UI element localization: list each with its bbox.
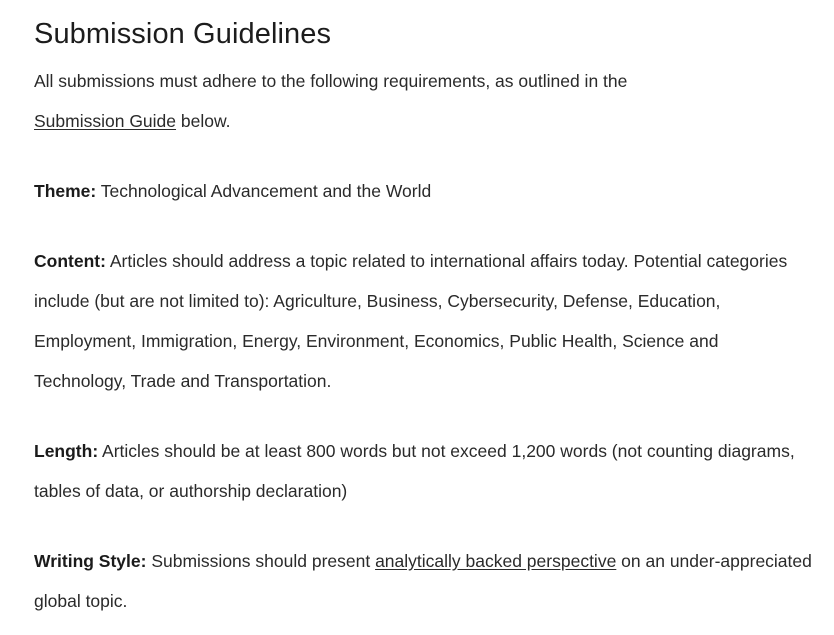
analytically-backed-perspective-link[interactable]: analytically backed perspective bbox=[375, 551, 617, 571]
length-text: Articles should be at least 800 words but not exceed 1,200 words (not counting diagrams, tables of data, or authorship declaration) bbox=[34, 441, 795, 501]
submission-guide-link[interactable]: Submission Guide bbox=[34, 111, 177, 131]
writing-style-text-end: on an under-appreciated global topic. bbox=[34, 551, 812, 611]
intro-paragraph bbox=[34, 61, 814, 141]
content-paragraph bbox=[34, 241, 814, 401]
intro-text: All submissions must adhere to the following requirements, as outlined in the bbox=[34, 71, 628, 91]
content-text: Articles should address a topic related to international affairs today. Potential categories include (but are not limited to): Agriculture, Business, Cybersecurity, Defense, Education, Employment, Immigration, Energy, Environment, Economics, Public Health, Science and Technology, Trade and Transportation. bbox=[34, 251, 788, 391]
length-paragraph bbox=[34, 431, 814, 511]
theme-paragraph bbox=[34, 171, 814, 211]
page-title: Submission Guidelines bbox=[34, 18, 332, 50]
writing-style-label: Writing Style: bbox=[34, 551, 147, 571]
intro-text-end: below. bbox=[176, 111, 231, 131]
writing-style-paragraph bbox=[34, 541, 814, 621]
length-label: Length: bbox=[34, 441, 99, 461]
theme-text: Technological Advancement and the World bbox=[96, 181, 432, 201]
writing-style-text: Submissions should present bbox=[146, 551, 376, 571]
theme-label: Theme: bbox=[34, 181, 97, 201]
content-label: Content: bbox=[34, 251, 106, 271]
